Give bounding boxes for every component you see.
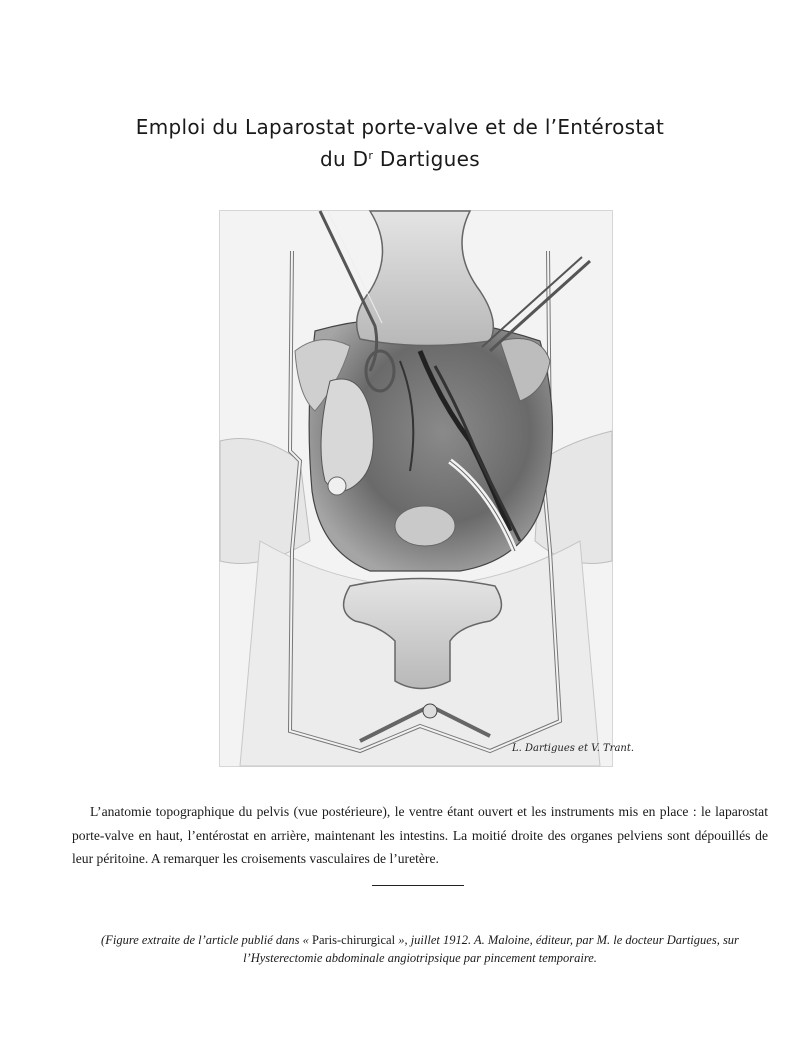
- footnote-journal: Paris-chirurgical: [312, 933, 396, 947]
- figure-caption: L’anatomie topographique du pelvis (vue postérieure), le ventre étant ouvert et les instruments mis en place : le laparostat porte-valve en haut, l’entérostat en arrière, maintenant les intestins. La moitié droite des organes pelviens sont dépouillés de leur péritoine. A remarquer les croisements vasculaires de l’uretère.: [72, 804, 768, 866]
- footnote-text-1: (Figure extraite de l’article publié dans «: [101, 933, 312, 947]
- page-title: Emploi du Laparostat porte-valve et de l’Entérostat: [135, 115, 665, 139]
- bladder: [395, 506, 455, 546]
- forceps-left-highlight: [328, 211, 382, 323]
- screw-knob: [423, 704, 437, 718]
- footnote-text-3: A. Maloine, éditeur, par M. le docteur Dartigues, sur l’Hysterectomie abdominale angiotripsique par pincement temporaire.: [243, 933, 739, 965]
- clamp-right-jaw: [482, 257, 582, 347]
- title-prefix: du D: [320, 147, 369, 171]
- page-title-line2: [0, 141, 800, 174]
- title-superscript: r: [368, 149, 374, 162]
- title-suffix: Dartigues: [373, 147, 480, 171]
- artist-signature: L. Dartigues et V. Trant.: [512, 743, 635, 754]
- footnote-text-2: »,: [395, 933, 411, 947]
- footnote-date: juillet 1912.: [410, 933, 472, 947]
- divider-rule: [372, 885, 464, 886]
- upper-valve: [357, 211, 494, 346]
- source-footnote: [60, 931, 780, 967]
- anatomical-illustration: [219, 210, 635, 767]
- illustration-drawing: [220, 211, 635, 766]
- clamp-right: [490, 261, 590, 351]
- ovary: [328, 477, 346, 495]
